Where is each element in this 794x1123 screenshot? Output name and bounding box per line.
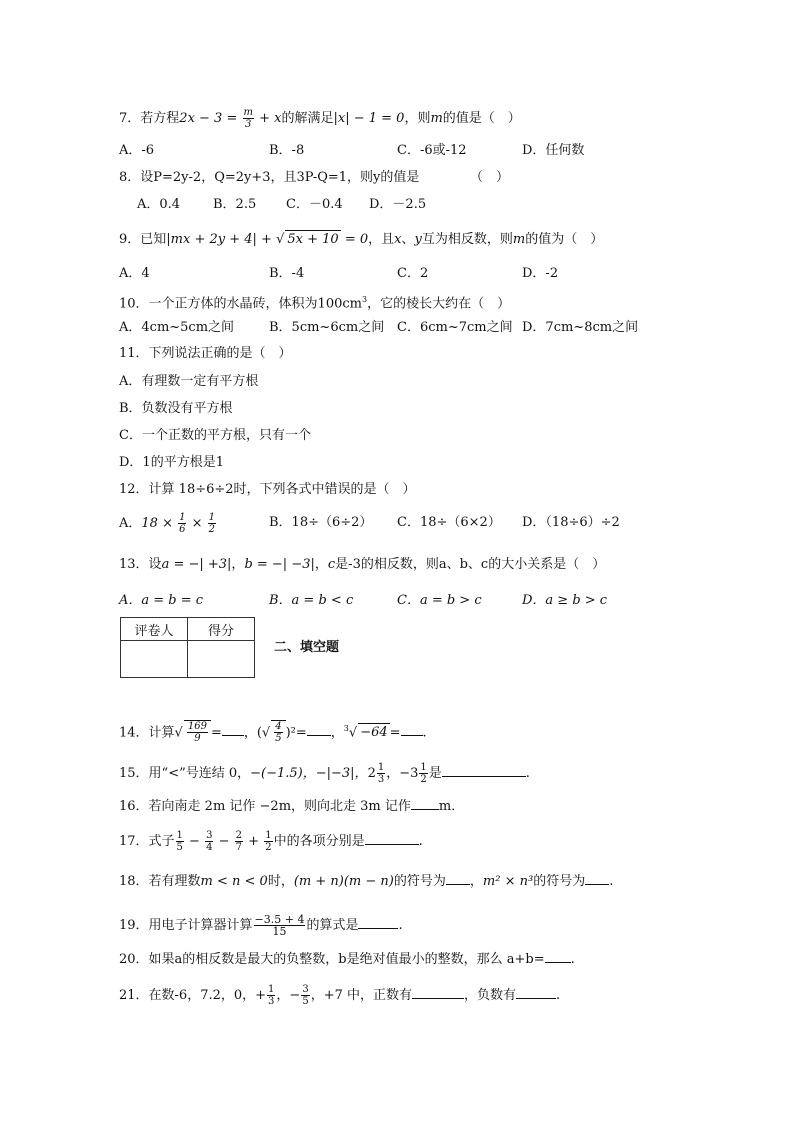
question-text: . — [418, 834, 423, 849]
question-text: 的符号为 — [533, 874, 586, 889]
question-text: 、 — [401, 232, 415, 247]
fraction — [235, 830, 243, 853]
option-c: C．一个正数的平方根，只有一个 — [119, 428, 311, 443]
fraction-numerator: 1 — [268, 984, 275, 995]
question-number: 13． — [119, 557, 149, 572]
option-b: B．18÷（6÷2） — [269, 515, 373, 530]
question-text: 的解满足 — [281, 111, 334, 126]
question-text: ，则 — [404, 111, 431, 126]
question-text: . — [398, 918, 403, 933]
question-text: 21．在数-6，7.2，0，+ — [119, 988, 267, 1003]
option-a: A．a = b = c — [119, 593, 204, 608]
question-text: 17．式子 — [119, 834, 175, 849]
option-d: D．1的平方根是1 — [119, 455, 224, 470]
answer-blank — [307, 723, 331, 736]
fraction-numerator: −3.5 + 4 — [254, 913, 305, 926]
question-number: 7． — [119, 111, 141, 126]
fraction-denominator: 5 — [275, 733, 282, 745]
fraction-denominator: 3 — [268, 996, 275, 1007]
root-index: 3 — [343, 724, 349, 733]
question-text: 中的各项分别是 — [273, 834, 365, 849]
question-text: ，它的棱长大约在（ ） — [367, 296, 511, 312]
option-b: B．2.5 — [213, 197, 257, 212]
equation-part: = 0 — [340, 232, 369, 247]
variable: m — [512, 232, 526, 247]
option-b: B．a = b < c — [269, 593, 354, 608]
question-text: 16．若向南走 2m 记作 −2m，则向北走 3m 记作 — [119, 799, 411, 814]
number-list: −(−1.5)，−|−3|， — [250, 766, 368, 781]
grader-header: 评卷人 — [121, 618, 188, 641]
fraction-numerator: 2 — [235, 830, 243, 841]
mixed-whole: 2 — [367, 766, 376, 781]
equation-part: 18 × — [141, 516, 178, 531]
option-c: C．6cm~7cm之间 — [397, 320, 513, 335]
expression: (m + n)(m − n) — [293, 874, 394, 889]
question-text: . — [525, 766, 530, 781]
option-a: A．4 — [119, 266, 150, 281]
question-text: 是-3的相反数，则a、b、c的大小关系是（ ） — [335, 557, 606, 572]
score-header: 得分 — [188, 618, 255, 641]
answer-blank — [412, 986, 464, 999]
answer-paren: （ ） — [470, 170, 510, 185]
fraction-denominator: 3 — [245, 119, 252, 130]
answer-blank — [446, 872, 470, 885]
question-20 — [119, 950, 575, 969]
question-text: 设 — [148, 557, 162, 572]
answer-blank — [365, 832, 419, 845]
fraction — [176, 830, 184, 853]
option-c: C．2 — [397, 266, 429, 281]
question-17 — [119, 830, 423, 853]
answer-blank — [358, 916, 398, 929]
question-8 — [119, 169, 419, 187]
question-7 — [119, 107, 521, 130]
radicand: −64 — [360, 725, 388, 741]
operator: − — [214, 834, 234, 849]
equation-part: × — [187, 516, 207, 531]
section-title: 二、填空题 — [274, 640, 340, 655]
score-cell — [188, 641, 255, 678]
option-d: D．－2.5 — [369, 197, 427, 212]
option-d: D．a ≥ b > c — [522, 593, 608, 608]
question-text: ， — [314, 557, 328, 572]
fraction-denominator: 4 — [206, 842, 213, 853]
option-b: B．负数没有平方根 — [119, 401, 233, 416]
fraction-numerator: 1 — [377, 762, 385, 773]
question-19 — [119, 914, 403, 937]
superscript: 3 — [361, 295, 368, 304]
question-10 — [119, 291, 510, 313]
option-b: B．-8 — [269, 143, 305, 158]
question-text: 的算式是 — [306, 918, 359, 933]
option-a: A．有理数一定有平方根 — [119, 374, 259, 389]
fraction-numerator: 1 — [265, 830, 272, 841]
option-label: A． — [119, 516, 142, 531]
question-text: 的符号为 — [393, 874, 446, 889]
equation-part: 2x − 3 = — [179, 111, 242, 126]
fraction-numerator: 3 — [302, 984, 309, 995]
fraction — [208, 512, 216, 535]
equals: = — [210, 725, 222, 741]
fraction-denominator: 3 — [377, 774, 385, 785]
fraction-denominator: 2 — [420, 774, 427, 785]
equation-part: |mx + 2y + 4| + — [166, 232, 277, 247]
answer-blank — [442, 764, 526, 777]
question-12: 12．计算 18÷6÷2时，下列各式中错误的是（ ） — [119, 482, 416, 497]
question-text: ，− — [276, 988, 301, 1003]
equals: = — [389, 725, 401, 741]
question-text: . — [422, 725, 427, 741]
fraction-denominator: 6 — [179, 524, 186, 535]
option-a: A．0.4 — [137, 197, 181, 212]
fraction-numerator: m — [243, 107, 253, 118]
answer-blank — [222, 723, 244, 736]
fraction — [377, 762, 385, 785]
question-16 — [119, 797, 464, 816]
condition-expression: |x| − 1 = 0 — [333, 111, 405, 126]
question-18 — [119, 872, 613, 891]
fraction — [419, 762, 427, 785]
question-text: 14．计算 — [119, 725, 175, 741]
question-text: ，负数有 — [464, 988, 517, 1003]
operator: + — [244, 834, 264, 849]
answer-blank — [516, 986, 556, 999]
equation-part: b = −| −3| — [244, 557, 315, 572]
fraction-denominator: 5 — [302, 996, 309, 1007]
question-text: 的值为（ ） — [525, 232, 604, 247]
option-d: D．-2 — [522, 266, 559, 281]
fraction-numerator: 1 — [179, 512, 186, 523]
fraction-denominator: 15 — [272, 925, 287, 938]
grader-cell — [121, 641, 188, 678]
option-c: C．a = b > c — [397, 593, 482, 608]
option-c: C．-6或-12 — [397, 143, 467, 158]
fraction-numerator: 3 — [206, 830, 213, 841]
question-text: 20．如果a的相反数是最大的负整数，b是绝对值最小的整数，那么 a+b= — [119, 952, 545, 967]
fraction — [264, 830, 272, 853]
answer-blank — [401, 723, 423, 736]
option-a — [119, 512, 217, 535]
question-text: ， — [231, 557, 245, 572]
question-15 — [119, 762, 530, 785]
fraction-denominator: 5 — [176, 842, 183, 853]
option-d: D．7cm~8cm之间 — [522, 320, 639, 335]
question-text: . — [556, 988, 561, 1003]
fraction-numerator: 4 — [275, 721, 282, 733]
question-text: . — [609, 874, 614, 889]
question-text: ，( — [243, 725, 262, 741]
question-text: ， — [386, 766, 400, 781]
question-text: 已知 — [140, 232, 167, 247]
radicand: 5x + 10 — [287, 232, 339, 247]
question-text: m． — [438, 799, 465, 814]
question-text: 10．一个正方体的水晶砖，体积为100cm — [119, 296, 362, 312]
fraction-denominator: 2 — [265, 842, 272, 853]
option-a: A．-6 — [119, 143, 155, 158]
option-c: C．－0.4 — [286, 197, 343, 212]
fraction-denominator: 7 — [235, 842, 243, 853]
option-b: B．5cm~6cm之间 — [269, 320, 385, 335]
fraction-numerator: 1 — [420, 762, 427, 773]
fraction — [178, 512, 186, 535]
condition-expression: m < n < 0 — [200, 874, 268, 889]
fraction-denominator: 2 — [208, 524, 216, 535]
fraction — [254, 914, 306, 937]
question-21 — [119, 984, 560, 1007]
expression: m² × n³ — [482, 874, 534, 889]
question-text: 19．用电子计算器计算 — [119, 918, 253, 933]
fraction-numerator: 1 — [208, 512, 216, 523]
equation-part: + x — [254, 111, 282, 126]
question-text: 时， — [267, 874, 294, 889]
question-text: 8．设P=2y-2，Q=2y+3，且3P-Q=1，则y的值是 — [119, 170, 420, 185]
variable: c — [327, 557, 336, 572]
answer-blank — [411, 797, 439, 810]
fraction — [267, 984, 275, 1007]
variable: m — [430, 111, 443, 126]
fraction-denominator: 9 — [194, 733, 201, 745]
option-b: B．-4 — [269, 266, 305, 281]
question-11: 11．下列说法正确的是（ ） — [119, 346, 292, 361]
fraction — [274, 721, 282, 744]
option-d: D．任何数 — [522, 143, 585, 158]
answer-blank — [545, 950, 571, 963]
question-14: 14．计算√ $\frac{169}{9}$ = ，(√ $\frac{4}{5}$ )²= ，$^3$√ −64 = . — [119, 721, 427, 745]
question-text: 互为相反数，则 — [421, 232, 513, 247]
question-text: ， — [469, 874, 483, 889]
option-d: D．（18÷6）÷2 — [522, 515, 620, 530]
question-9: 9．已知|mx + 2y + 4| + √ 5x + 10 = 0，且x、y互为相反数，则m的值为（ ） — [119, 232, 604, 247]
question-text: . — [570, 952, 575, 967]
fraction — [187, 721, 208, 744]
fraction — [243, 107, 254, 130]
option-c: C．18÷（6×2） — [397, 515, 501, 530]
answer-blank — [585, 872, 609, 885]
question-text: )²= — [285, 725, 307, 741]
question-text: 若方程 — [140, 111, 180, 126]
question-13 — [119, 556, 605, 574]
mixed-whole: −3 — [399, 766, 419, 781]
equation-part: a = −| +3| — [161, 557, 232, 572]
question-text: ，且 — [368, 232, 395, 247]
question-number: 9． — [119, 232, 141, 247]
question-text: ， — [330, 725, 344, 741]
fraction — [205, 830, 213, 853]
question-text: 的值是（ ） — [442, 111, 521, 126]
operator: − — [184, 834, 205, 849]
question-text: 18．若有理数 — [119, 874, 201, 889]
fraction-numerator: 1 — [176, 830, 183, 841]
fraction — [301, 984, 309, 1007]
variable: y — [414, 232, 422, 247]
question-text: 15．用“<”号连结 0， — [119, 766, 251, 781]
score-table — [120, 617, 255, 678]
option-a: A．4cm~5cm之间 — [119, 320, 235, 335]
question-text: 是 — [428, 766, 442, 781]
fraction-numerator: 169 — [187, 721, 207, 733]
question-text: ，+7 中，正数有 — [310, 988, 412, 1003]
variable: x — [394, 232, 402, 247]
